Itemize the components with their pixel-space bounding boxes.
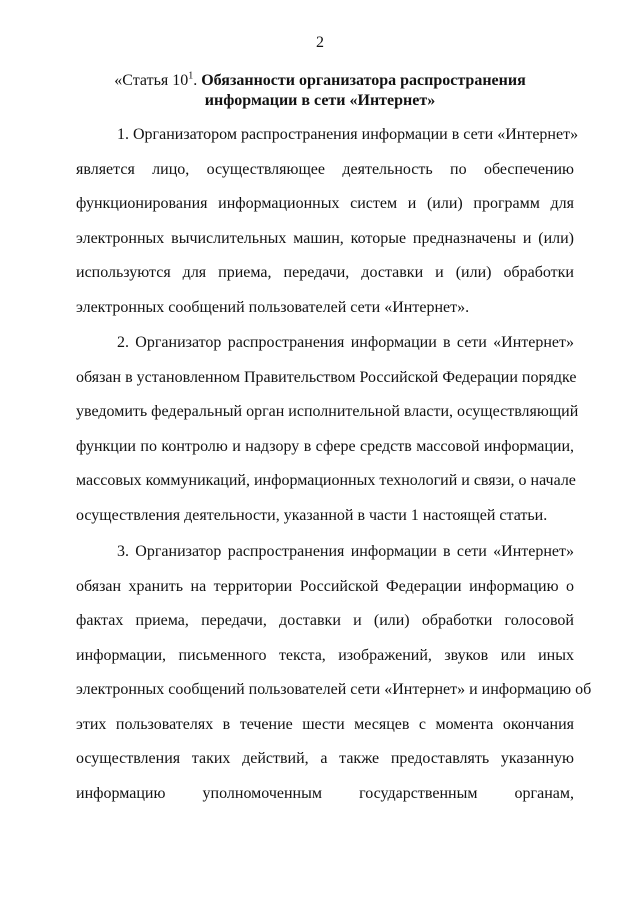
text-line: 1. Организатором распространения информации в сети «Интернет»: [117, 126, 579, 143]
text-line: является лицо, осуществляющее деятельность по обеспечению: [76, 160, 574, 178]
text-line: массовых коммуникаций, информационных технологий и связи, о начале: [76, 472, 576, 489]
text-line: информацию уполномоченным государственным органам,: [76, 784, 574, 802]
text-line: электронных сообщений пользователей сети «Интернет».: [76, 298, 470, 316]
text-line: уведомить федеральный орган исполнительной власти, осуществляющий: [76, 403, 579, 420]
text-line: 2. Организатор распространения информации в сети «Интернет»: [117, 334, 574, 351]
article-heading-line-1: [0, 71, 640, 91]
text-line: функционирования информационных систем и (или) программ для: [76, 195, 574, 212]
paragraph-2: [76, 326, 579, 533]
article-title-line-2: информации в сети «Интернет»: [204, 92, 436, 109]
article-title-line-1: Обязанности организатора распространения: [201, 72, 526, 89]
text-line: используются для приема, передачи, доставки и (или) обработки: [76, 264, 574, 281]
text-line: фактах приема, передачи, доставки и (или) обработки голосовой: [76, 612, 574, 629]
article-superscript: 1: [188, 70, 194, 82]
article-separator: .: [193, 72, 202, 89]
article-prefix: «Статья 10: [114, 72, 189, 89]
article-heading: [0, 71, 640, 111]
text-line: осуществления таких действий, а также предоставлять указанную: [76, 750, 574, 767]
text-line: 3. Организатор распространения информации в сети «Интернет»: [117, 543, 574, 560]
text-line: функции по контролю и надзору в сфере средств массовой информации,: [76, 437, 574, 455]
paragraph-3: [76, 535, 592, 811]
text-line: обязан в установленном Правительством Российской Федерации порядке: [76, 368, 577, 386]
text-line: этих пользователях в течение шести месяцев с момента окончания: [76, 715, 574, 733]
text-line: электронных вычислительных машин, которые предназначены и (или): [76, 229, 574, 247]
text-line: электронных сообщений пользователей сети «Интернет» и информацию об: [76, 681, 592, 698]
text-line: обязан хранить на территории Российской Федерации информацию о: [76, 577, 574, 595]
text-line: информации, письменного текста, изображений, звуков или иных: [76, 646, 574, 664]
paragraph-1: [76, 118, 579, 325]
page-number: 2: [316, 34, 324, 51]
text-line: осуществления деятельности, указанной в части 1 настоящей статьи.: [76, 506, 548, 524]
